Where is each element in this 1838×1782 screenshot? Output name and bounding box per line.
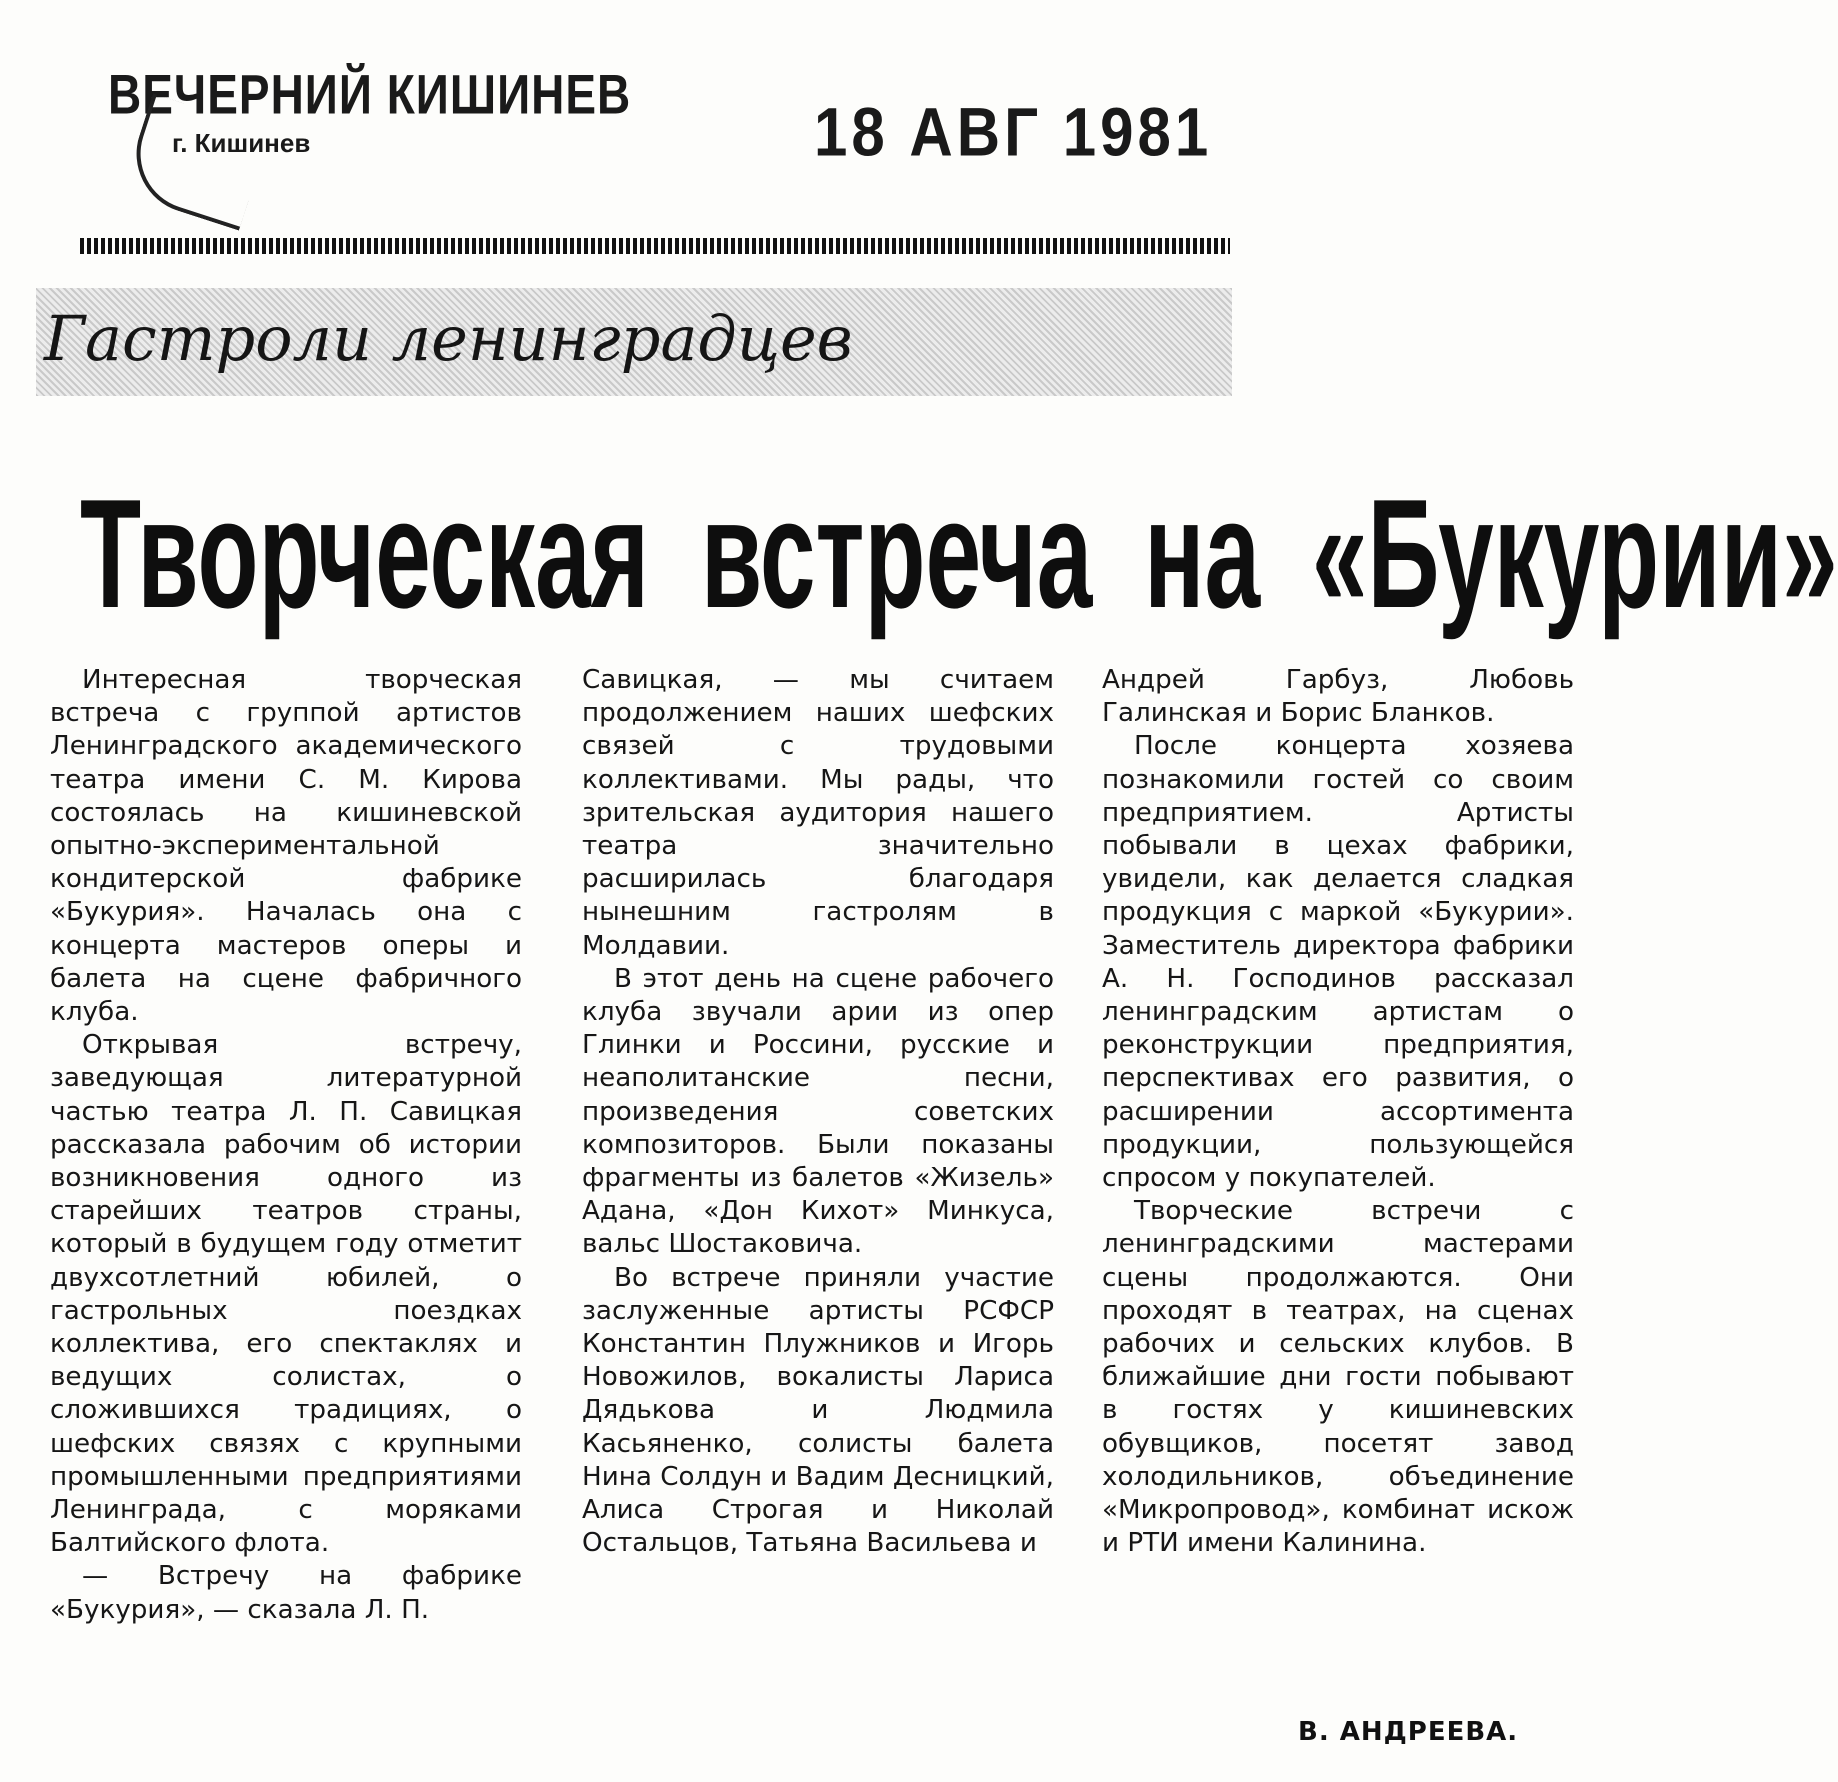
paragraph: Открывая встречу, заведующая литературной частью театра Л. П. Савицкая рассказала рабочим об истории возникновения одного из старейших театров страны, который в будущем году отметит двухсотлетний юбилей, о гастрольных поездках коллектива, его спектаклях и ведущих солистах, о сложившихся традициях, о шефских связях с крупными промышленными предприятиями Ленинграда, с моряками Балтийского флота. xyxy=(50,1030,522,1559)
paragraph: Андрей Гарбуз, Любовь Галинская и Борис Бланков. xyxy=(1102,665,1574,729)
paragraph: Творческие встречи с ленинградскими мастерами сцены продолжаются. Они проходят в театрах, на сценах рабочих и сельских клубов. В ближайшие дни гости побывают в гостях у кишиневских обувщиков, посетят завод холодильников, объединение «Микропровод», комбинат искож и РТИ имени Калинина. xyxy=(1102,1196,1574,1559)
article-column-3 xyxy=(1102,664,1574,1560)
paragraph: После концерта хозяева познакомили гостей со своим предприятием. Артисты побывали в цехах фабрики, увидели, как делается сладкая продукция с маркой «Букурии». Заместитель директора фабрики А. Н. Господинов рассказал ленинградским артистам о реконструкции предприятия, перспективах его развития, о расширении ассортимента продукции, пользующейся спросом у покупателей. xyxy=(1102,731,1574,1194)
article-column-2 xyxy=(582,664,1054,1560)
decorative-rule xyxy=(80,238,1230,254)
author-signature: В. АНДРЕЕВА. xyxy=(1298,1717,1519,1747)
article-headline: Творческая встреча на «Букурии» xyxy=(80,467,1838,642)
newspaper-city: г. Кишинев xyxy=(172,128,311,158)
issue-date-stamp: 18 АВГ 1981 xyxy=(814,93,1213,171)
newspaper-name: ВЕЧЕРНИЙ КИШИНЕВ xyxy=(108,63,632,126)
paragraph: Во встрече приняли участие заслуженные артисты РСФСР Константин Плужников и Игорь Новожилов, вокалисты Лариса Дядькова и Людмила Касьяненко, солисты балета Нина Солдун и Вадим Десницкий, Алиса Строгая и Николай Остальцов, Татьяна Васильева и xyxy=(582,1262,1054,1559)
paragraph: — Встречу на фабрике «Букурия», — сказала Л. П. xyxy=(50,1561,522,1625)
article-column-1 xyxy=(50,664,522,1627)
rubric-title: Гастроли ленинградцев xyxy=(44,302,853,375)
paragraph: В этот день на сцене рабочего клуба звучали арии из опер Глинки и Россини, русские и неаполитанские песни, произведения советских композиторов. Были показаны фрагменты из балетов «Жизель» Адана, «Дон Кихот» Минкуса, вальс Шостаковича. xyxy=(582,963,1054,1260)
paragraph: Савицкая, — мы считаем продолжением наших шефских связей с трудовыми коллективами. Мы рады, что зрительская аудитория нашего театра значительно расширилась благодаря нынешним гастролям в Молдавии. xyxy=(582,665,1054,961)
paragraph: Интересная творческая встреча с группой артистов Ленинградского академического театра имени С. М. Кирова состоялась на кишиневской опытно-экспериментальной кондитерской фабрике «Букурия». Началась она с концерта мастеров оперы и балета на сцене фабричного клуба. xyxy=(50,665,522,1028)
rubric-banner xyxy=(36,288,1232,396)
